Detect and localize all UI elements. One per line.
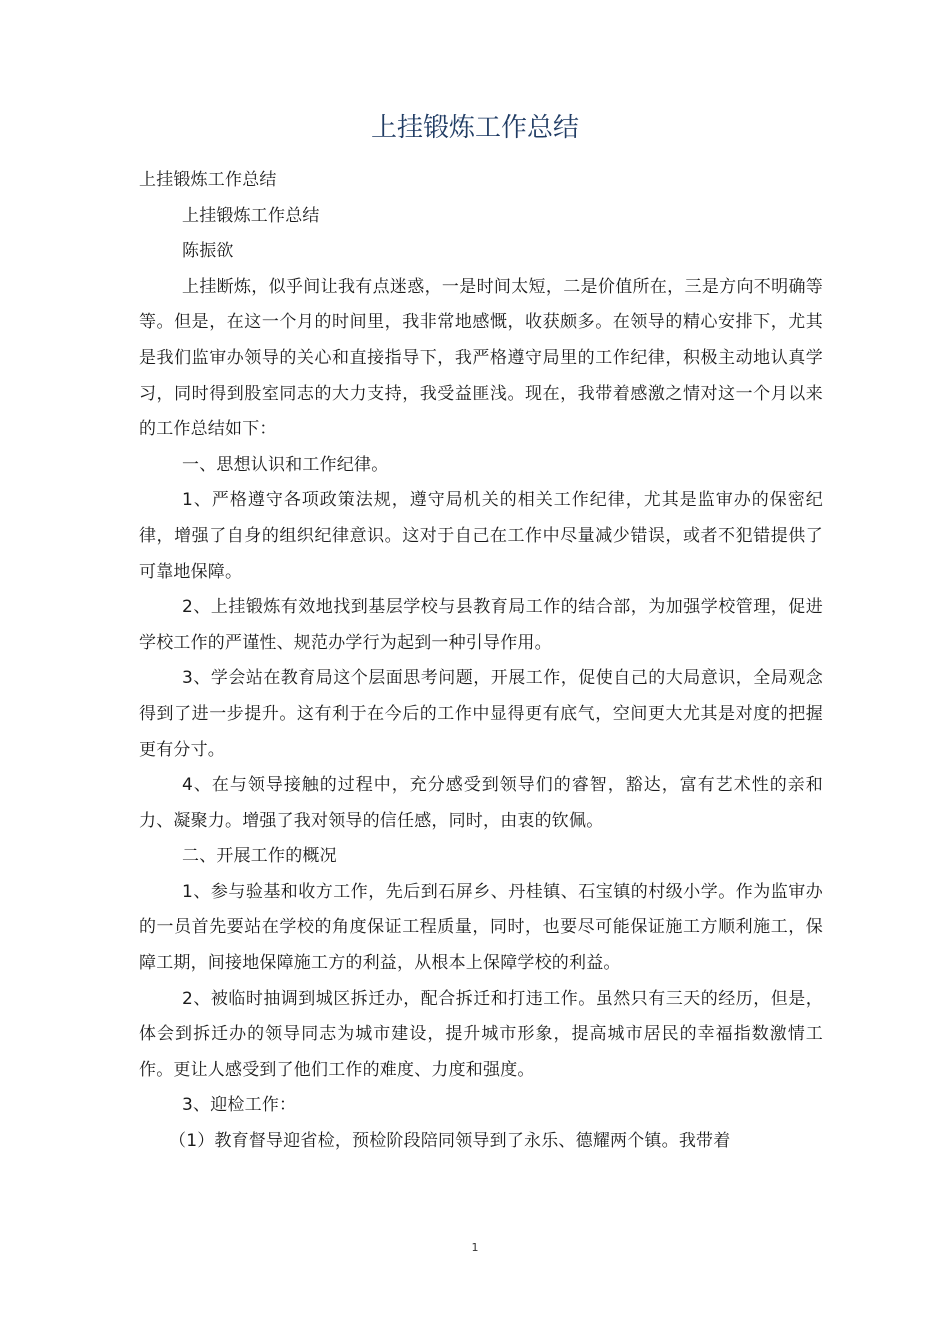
- paragraph-heading: 上挂锻炼工作总结: [139, 170, 277, 190]
- paragraph-item: 2、被临时抽调到城区拆迁办，配合拆迁和打违工作。虽然只有三天的经历，但是，体会到拆迁办的领导同志为城市建设，提升城市形象，提高城市居民的幸福指数激情工作。更让人感受到了他们工作的难度、力度和强度。: [139, 988, 823, 1080]
- paragraph-subitem: （1）教育督导迎省检，预检阶段陪同领导到了永乐、德耀两个镇。我带着: [169, 1131, 731, 1152]
- paragraph-item: 3、学会站在教育局这个层面思考问题，开展工作，促使自己的大局意识，全局观念得到了进一步提升。这有利于在今后的工作中显得更有底气，空间更大尤其是对度的把握更有分寸。: [139, 668, 823, 760]
- section-heading-2: 二、开展工作的概况: [182, 846, 337, 867]
- paragraph-item: 3、迎检工作：: [182, 1095, 297, 1116]
- document-body: [139, 163, 823, 1160]
- page-number: 1: [471, 1241, 479, 1254]
- paragraph-item: 1、参与验基和收方工作，先后到石屏乡、丹桂镇、石宝镇的村级小学。作为监审办的一员首先要站在学校的角度保证工程质量，同时，也要尽可能保证施工方顺利施工，保障工期，间接地保障施工方的利益，从根本上保障学校的利益。: [139, 881, 823, 974]
- paragraph-subtitle: 上挂锻炼工作总结: [182, 205, 320, 226]
- paragraph-item: 4、在与领导接触的过程中，充分感受到领导们的睿智，豁达，富有艺术性的亲和力、凝聚力。增强了我对领导的信任感，同时，由衷的钦佩。: [139, 775, 823, 831]
- paragraph-intro: 上挂断炼，似乎间让我有点迷惑，一是时间太短，二是价值所在，三是方向不明确等等。但是，在这一个月的时间里，我非常地感慨，收获颇多。在领导的精心安排下，尤其是我们监审办领导的关心和直接指导下，我严格遵守局里的工作纪律，积极主动地认真学习，同时得到股室同志的大力支持，我受益匪浅。现在，我带着感激之情对这一个月以来的工作总结如下：: [139, 276, 823, 440]
- paragraph-item: 1、严格遵守各项政策法规，遵守局机关的相关工作纪律，尤其是监审办的保密纪律，增强了自身的组织纪律意识。这对于自己在工作中尽量减少错误，或者不犯错提供了可靠地保障。: [139, 490, 823, 582]
- document-title: 上挂锻炼工作总结: [370, 113, 579, 143]
- paragraph-item: 2、上挂锻炼有效地找到基层学校与县教育局工作的结合部，为加强学校管理，促进学校工作的严谨性、规范办学行为起到一种引导作用。: [139, 597, 823, 653]
- paragraph-author: 陈振欲: [182, 241, 234, 262]
- section-heading-1: 一、思想认识和工作纪律。: [182, 454, 389, 475]
